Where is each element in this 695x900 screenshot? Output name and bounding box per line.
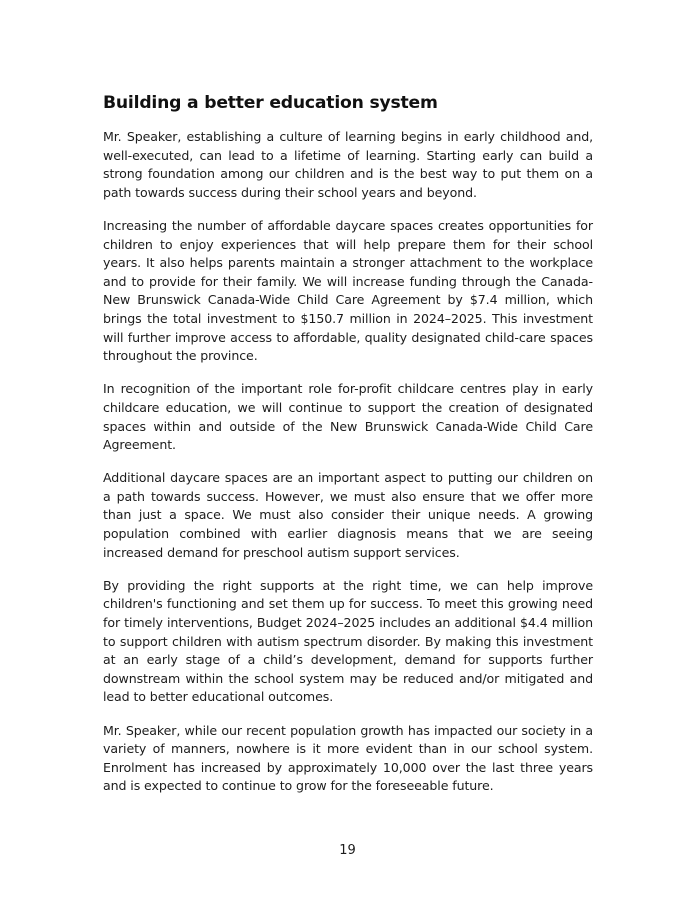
paragraph-3: In recognition of the important role for-profit childcare centres play in early childcare education, we will continue to support the creation of designated spaces within and outside of the New Brunswick Canada-Wide Child Care Agreement. bbox=[103, 381, 593, 453]
paragraph-5: By providing the right supports at the right time, we can help improve children's functioning and set them up for success. To meet this growing need for timely interventions, Budget 2024–2025 includes an additional $4.4 million to support children with autism spectrum disorder. By making this investment at an early stage of a child’s development, demand for supports further downstream within the school system may be reduced and/or mitigated and lead to better educational outcomes. bbox=[103, 577, 593, 705]
page-number: 19 bbox=[339, 843, 356, 858]
paragraph-6: Mr. Speaker, while our recent population growth has impacted our society in a variety of manners, nowhere is it more evident than in our school system. Enrolment has increased by approximately 10,000 over the last three years and is expected to continue to grow for the foreseeable future. bbox=[103, 722, 593, 794]
paragraph-4: Additional daycare spaces are an important aspect to putting our children on a path towards success. However, we must also ensure that we offer more than just a space. We must also consider their unique needs. A growing population combined with earlier diagnosis means that we are seeing increased demand for preschool autism support services. bbox=[103, 470, 593, 560]
section-heading: Building a better education system bbox=[103, 93, 438, 113]
document-page bbox=[103, 92, 593, 811]
paragraph-2: Increasing the number of affordable daycare spaces creates opportunities for children to enjoy experiences that will help prepare them for their school years. It also helps parents maintain a stronger attachment to the workplace and to provide for their family. We will increase funding through the Canada-New Brunswick Canada-Wide Child Care Agreement by $7.4 million, which brings the total investment to $150.7 million in 2024–2025. This investment will further improve access to affordable, quality designated child-care spaces throughout the province. bbox=[103, 217, 593, 364]
paragraph-1: Mr. Speaker, establishing a culture of learning begins in early childhood and, well-executed, can lead to a lifetime of learning. Starting early can build a strong foundation among our children and is the best way to put them on a path towards success during their school years and beyond. bbox=[103, 129, 593, 200]
